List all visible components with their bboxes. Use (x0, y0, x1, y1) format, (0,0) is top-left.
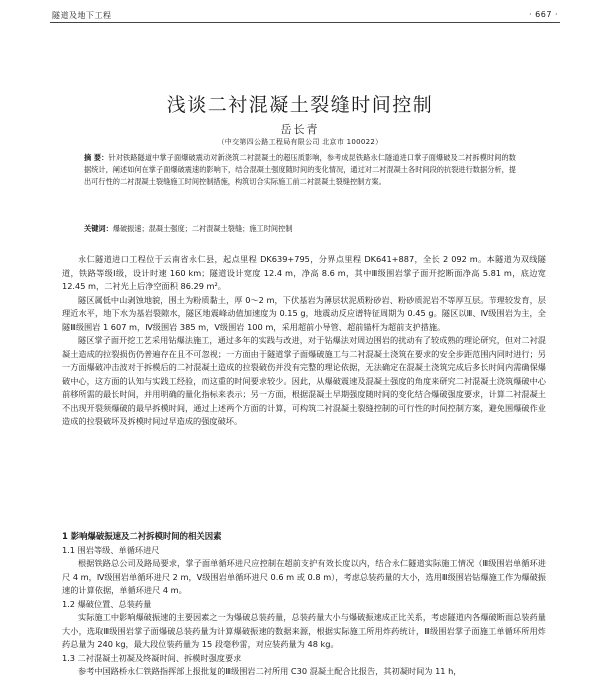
body-paragraph: 实际施工中影响爆破振速的主要因素之一为爆破总装药量，总装药量大小与爆破振速成正比关系，考虑隧道内各爆破断面总装药量大小，选取Ⅲ级围岩掌子面爆破总装药量为计算爆破振速的数据来源，根据实际施工所用炸药统计，Ⅲ级围岩掌子面施工单循环所用炸药总量为 240 kg，最大段位装药量为 15 段毫秒雷，对应装药量为 48 kg。 (62, 612, 546, 649)
section-heading: 1 影响爆破振速及二衬拆模时间的相关因素 (62, 531, 222, 541)
subsection-heading: 1.2 爆破位置、总装药量 (62, 598, 152, 609)
body-paragraph: 隧区属低中山剥蚀地貌，围土为粉质黏土，厚 0～2 m，下伏基岩为薄层状泥质粉砂岩、粉砂质泥岩不等厚互层。节理较发育，层理近水平，地下水为基岩裂隙水，隧区地震峰动值加速度为 0.15 g，地震动反应谱特征周期为 0.45 g。隧区以Ⅲ、Ⅳ级围岩为主，全隧Ⅲ级围岩 1 607 m，Ⅳ级围岩 385 m，Ⅴ级围岩 100 m，采用超前小导管、超前锚杆为超前支护措施。 (62, 294, 546, 332)
body-paragraph: 永仁隧道进口工程位于云南省永仁县，起点里程 DK639+795，分界点里程 DK641+887，全长 2 092 m。本隧道为双线隧道，铁路等级Ⅰ级，设计时速 160 km；隧道设计宽度 12.4 m，净高 8.6 m，其中Ⅲ级围岩掌子面开挖断面净高 5.81 m，底边宽 12.45 m，二衬光上后净空面积 86.29 m²。 (62, 254, 546, 291)
intro-body (62, 253, 546, 429)
keywords-text: 爆破振速；混凝土强度；二衬混凝土裂缝；施工时间控制 (112, 224, 293, 233)
page-number: · 667 · (529, 10, 558, 19)
section-1 (62, 530, 546, 679)
keywords-label: 关键词： (84, 224, 113, 233)
article-author: 岳长青 (280, 123, 320, 136)
article-title: 浅谈二衬混凝土裂缝时间控制 (166, 94, 434, 116)
keywords (84, 223, 516, 235)
body-paragraph: 根据铁路总公司及路局要求，掌子面单循环进尺应控制在超前支护有效长度以内，结合永仁隧道实际施工情况（Ⅲ级围岩单循环进尺 4 m，Ⅳ级围岩单循环进尺 2 m，Ⅴ级围岩单循环进尺 0.6 m 或 0.8 m），考虑总装药量的大小，选用Ⅲ级围岩钻爆施工作为爆破振速的计算依据，单循环进尺 4 m。 (62, 558, 546, 595)
author-affiliation: （中交第四公路工程局有限公司 北京市 100022） (217, 138, 383, 146)
subsection-heading: 1.3 二衬混凝土初凝及终凝时间、拆模时强度要求 (62, 652, 242, 663)
body-paragraph: 隧区掌子面开挖工艺采用钻爆法施工，通过多年的实践与改进，对于钻爆法对周边围岩的扰动有了较成熟的理论研究，但对二衬混凝土造成的拉裂损伤仍普遍存在且不可忽视；一方面由于隧道掌子面爆破施工与二衬混凝土浇筑在要求的安全步距范围内同时进行；另一方面爆破冲击波对于拆模后的二衬混凝土造成的拉裂破伤并没有完整的理论依据，无法确定在混凝土浇筑完成后多长时间内需确保爆破中心，这方面的认知与实践工经验，而这重的时间要求较少。因此，从爆破震速及混凝土强度的角度来研究二衬混凝土浇筑爆破中心前移所需的最长时间，并用明确的量化指标来表示；另一方面，根据混凝土早期强度随时间的变化结合爆破强度要求，计算二衬混凝土不出现开裂须爆破的最早拆模时间，通过上述两个方面的计算，可构筑二衬混凝土裂缝控制的可行性的时间控制方案，避免围爆破作业造成的拉裂破坏及拆模时间过早造成的强度破坏。 (62, 335, 546, 426)
abstract-text: 针对铁路隧道中掌子面爆破震动对新浇筑二衬混凝土的超压质影响，参考成昆铁路永仁隧道进口掌子面爆破及二衬拆模时间的数据统计，阐述如何在掌子面爆破震速的影响下，结合混凝土强度随时间的变化情况，通过对二衬混凝土各时间段的抗裂进行数据分析，提出可行性的二衬混凝土裂缝施工时间控制措施，构筑切合实际施工前二衬混凝土裂缝控制方案。 (84, 153, 516, 186)
body-paragraph: 参考中国路桥永仁铁路指挥部上报批复的Ⅲ级围岩二衬所用 C30 混凝土配合比报告，其初凝时间为 11 h， (78, 666, 462, 676)
abstract (84, 152, 516, 188)
subsection-heading: 1.1 围岩等级、单循环进尺 (62, 544, 160, 555)
journal-name: 隧道及地下工程 (52, 11, 112, 20)
header-rule (50, 22, 560, 23)
abstract-label: 摘 要： (84, 153, 109, 162)
